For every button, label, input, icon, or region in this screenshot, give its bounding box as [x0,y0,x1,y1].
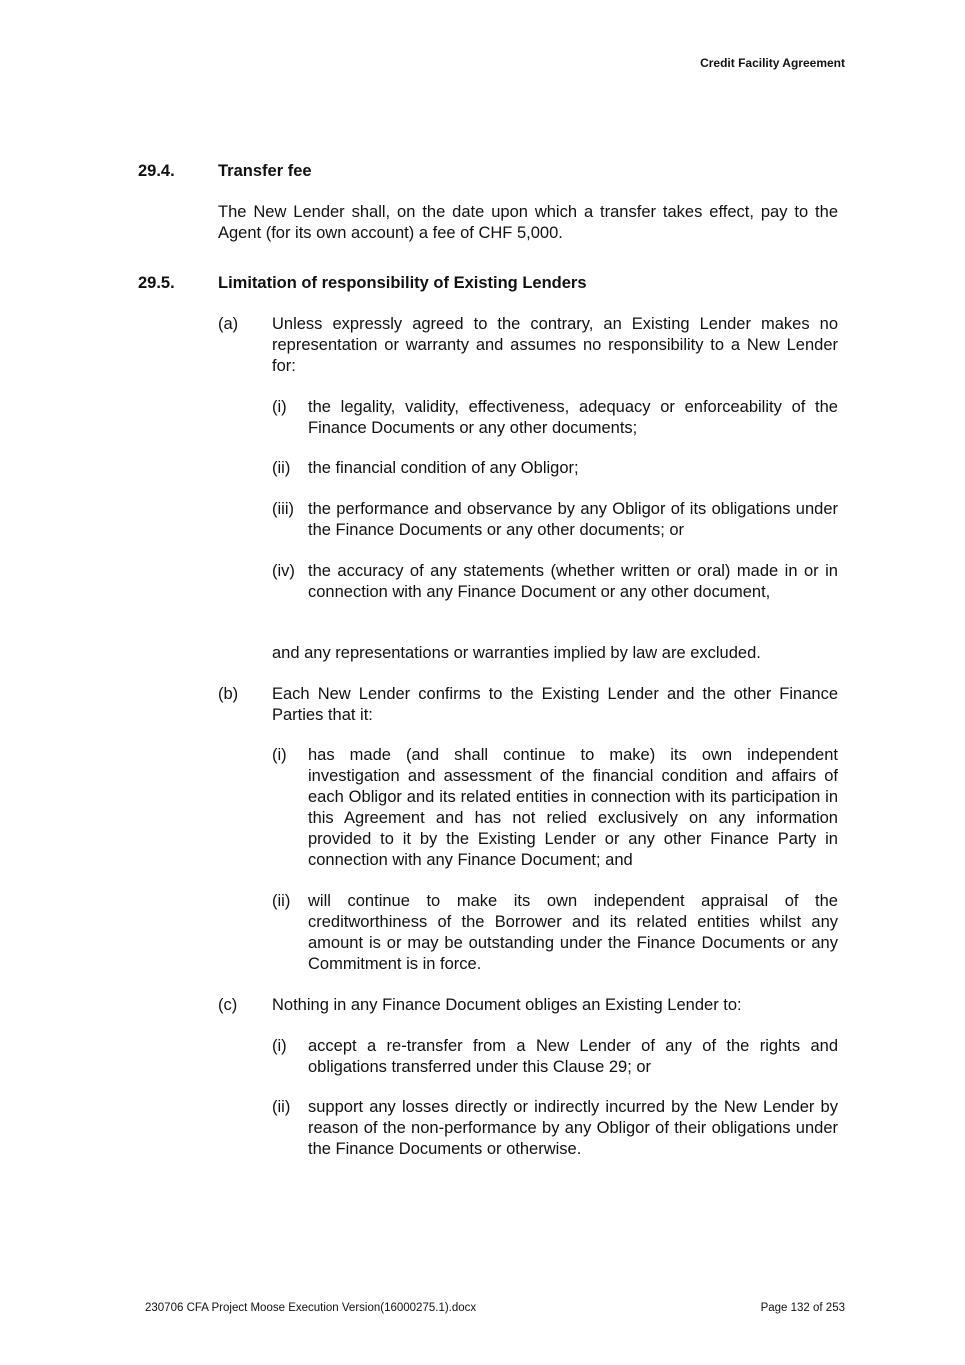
clause-label: (b) [218,685,239,703]
item-text: has made (and shall continue to make) its own independent investigation and assessment of the financial condition and affairs of each Obligor and its related entities in connection with its participation in this Agreement and has not relied exclusively on any information provided to it by the Existing Lender or any other Finance Party in connection with any Finance Document; and [308,746,838,869]
item-label: (ii) [272,892,291,910]
clause-text: Each New Lender confirms to the Existing Lender and the other Finance Parties that it: [272,685,838,724]
item-label: (ii) [272,459,291,477]
section-number: 29.4. [138,162,175,180]
item-label: (i) [272,746,287,764]
item-text: support any losses directly or indirectly incurred by the New Lender by reason of the non-performance by any Obligor of their obligations under the Finance Documents or otherwise. [308,1098,838,1158]
clause-text: Nothing in any Finance Document obliges an Existing Lender to: [272,996,742,1014]
item-text: the legality, validity, effectiveness, adequacy or enforceability of the Finance Documents or any other documents; [308,398,838,437]
item-text: accept a re-transfer from a New Lender of any of the rights and obligations transferred under this Clause 29; or [308,1037,838,1076]
item-label: (i) [272,1037,287,1055]
header-title: Credit Facility Agreement [700,56,845,70]
item-text: the performance and observance by any Obligor of its obligations under the Finance Documents or any other documents; or [308,500,838,539]
item-label: (i) [272,398,287,416]
clause-label: (c) [218,996,238,1014]
item-label: (iii) [272,500,294,518]
item-text: will continue to make its own independent appraisal of the creditworthiness of the Borrower and its related entities whilst any amount is or may be outstanding under the Finance Documents or any Commitment is in force. [308,892,838,973]
section-heading: Transfer fee [218,162,312,180]
item-text: the financial condition of any Obligor; [308,459,579,477]
clause-label: (a) [218,315,239,333]
clause-closing: and any representations or warranties implied by law are excluded. [272,644,761,662]
clause-text: Unless expressly agreed to the contrary, an Existing Lender makes no representation or warranty and assumes no responsibility to a New Lender for: [272,315,838,375]
section-number: 29.5. [138,274,175,292]
item-label: (ii) [272,1098,291,1116]
section-paragraph: The New Lender shall, on the date upon which a transfer takes effect, pay to the Agent (for its own account) a fee of CHF 5,000. [218,203,838,242]
item-label: (iv) [272,562,295,580]
section-heading: Limitation of responsibility of Existing Lenders [218,274,587,292]
footer-document-name: 230706 CFA Project Moose Execution Version(16000275.1).docx [145,1302,477,1314]
footer-page-number: Page 132 of 253 [760,1302,845,1314]
item-text: the accuracy of any statements (whether written or oral) made in or in connection with any Finance Document or any other document, [308,562,838,601]
